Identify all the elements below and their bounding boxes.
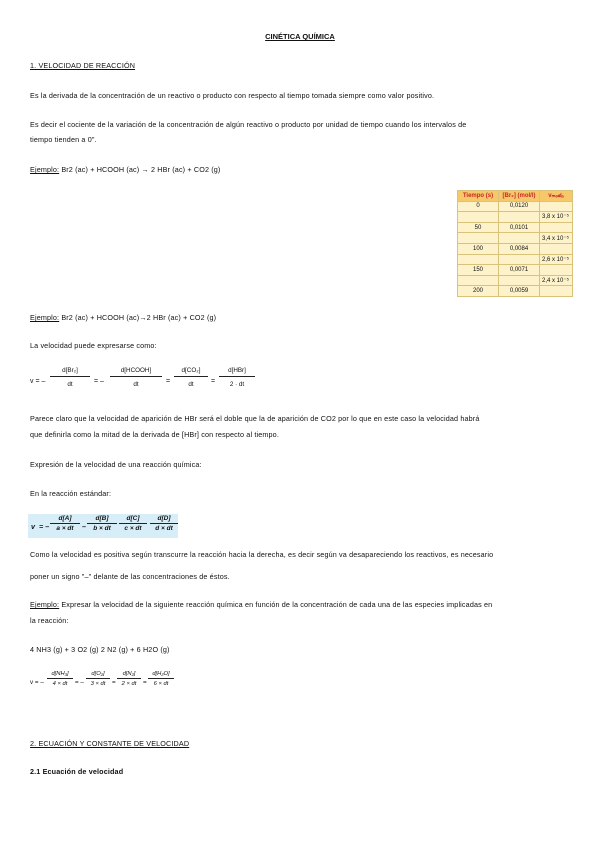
cell-rate: 2,4 x 10⁻⁵ bbox=[540, 275, 573, 286]
example-instruction: Expresar la velocidad de la siguiente reacción química en función de la concentración de cada una de las especies implicadas en bbox=[59, 600, 493, 609]
cell-rate bbox=[540, 201, 573, 212]
table-header-time: Tiempo (s) bbox=[458, 191, 499, 202]
fraction-numerator: d[NH₃] bbox=[47, 671, 73, 679]
rate-symbol: v bbox=[31, 522, 35, 531]
table-row bbox=[458, 275, 573, 286]
operator: = bbox=[166, 378, 171, 385]
standard-reaction-label: En la reacción estándar: bbox=[30, 489, 112, 498]
cell-concentration: 0,0071 bbox=[499, 265, 540, 276]
fraction-numerator: d[Br₂] bbox=[50, 367, 90, 377]
example-3-line-1 bbox=[30, 601, 575, 610]
table-row bbox=[458, 233, 573, 244]
fraction-b bbox=[87, 515, 117, 532]
fraction-denominator: 4 × dt bbox=[52, 681, 68, 687]
cell-rate: 3,8 x 10⁻⁵ bbox=[540, 212, 573, 223]
fraction-h2o bbox=[148, 671, 174, 687]
fraction-denominator: 2 · dt bbox=[229, 381, 245, 388]
fraction-denominator: c × dt bbox=[124, 525, 142, 532]
table-row bbox=[458, 212, 573, 223]
fraction-numerator: d[H₂O] bbox=[148, 671, 174, 679]
fraction-co2 bbox=[174, 367, 208, 388]
table-row bbox=[458, 201, 573, 212]
cell-time bbox=[458, 212, 499, 223]
cell-rate: 3,4 x 10⁻⁵ bbox=[540, 233, 573, 244]
example-label: Ejemplo: bbox=[30, 165, 60, 174]
table-header-rate: vₘₑ𝒹ᵢₐ bbox=[540, 191, 573, 202]
sign-explanation-line-1: Como la velocidad es positiva según transcurre la reacción hacia la derecha, es decir según va desapareciendo los reactivos, es necesario bbox=[30, 550, 494, 559]
rate-prefix: v = – bbox=[30, 378, 46, 385]
cell-time: 0 bbox=[458, 201, 499, 212]
fraction-numerator: d[D] bbox=[150, 515, 178, 524]
fraction-numerator: d[C] bbox=[119, 515, 147, 524]
example-2 bbox=[30, 314, 575, 323]
fraction-denominator: d × dt bbox=[155, 525, 173, 532]
table-row bbox=[458, 265, 573, 276]
concentration-table bbox=[457, 190, 573, 297]
cell-time: 50 bbox=[458, 222, 499, 233]
fraction-numerator: d[HBr] bbox=[219, 367, 255, 377]
operator: = – bbox=[39, 522, 50, 531]
fraction-o2 bbox=[86, 671, 110, 687]
fraction-denominator: 3 × dt bbox=[90, 681, 106, 687]
cell-time: 200 bbox=[458, 286, 499, 297]
cell-time bbox=[458, 254, 499, 265]
fraction-numerator: d[CO₂] bbox=[174, 367, 208, 377]
ammonia-reaction: 4 NH3 (g) + 3 O2 (g) 2 N2 (g) + 6 H2O (g) bbox=[30, 645, 170, 654]
cell-concentration: 0,0101 bbox=[499, 222, 540, 233]
explanation-line-2: tiempo tienden a 0". bbox=[30, 135, 97, 144]
example-label: Ejemplo: bbox=[30, 600, 60, 609]
fraction-numerator: d[N₂] bbox=[117, 671, 141, 679]
cell-rate bbox=[540, 222, 573, 233]
rate-intro: La velocidad puede expresarse como: bbox=[30, 341, 157, 350]
sign-explanation-line-2: poner un signo "–" delante de las concentraciones de éstos. bbox=[30, 572, 230, 581]
operator: = bbox=[112, 679, 116, 686]
fraction-denominator: b × dt bbox=[93, 525, 111, 532]
section-heading-1: 1. VELOCIDAD DE REACCIÓN bbox=[30, 61, 136, 70]
fraction-d bbox=[150, 515, 178, 532]
cell-concentration bbox=[499, 212, 540, 223]
cell-time: 100 bbox=[458, 243, 499, 254]
cell-time bbox=[458, 275, 499, 286]
section-heading-2: 2. ECUACIÓN Y CONSTANTE DE VELOCIDAD bbox=[30, 739, 190, 748]
fraction-n2 bbox=[117, 671, 141, 687]
subsection-heading: 2.1 Ecuación de velocidad bbox=[30, 767, 124, 776]
operator: – bbox=[82, 522, 86, 531]
fraction-numerator: d[A] bbox=[50, 515, 80, 524]
example-reaction: Br2 (ac) + HCOOH (ac)→2 HBr (ac) + CO2 (g) bbox=[59, 313, 217, 322]
standard-rate-equation bbox=[28, 514, 178, 538]
definition-paragraph: Es la derivada de la concentración de un reactivo o producto con respecto al tiempo tomada siempre como valor positivo. bbox=[30, 91, 435, 100]
hbr-explanation-line-1: Parece claro que la velocidad de aparición de HBr será el doble que la de aparición de CO2 por lo que en este caso la velocidad habrá bbox=[30, 414, 480, 423]
fraction-denominator: dt bbox=[188, 381, 194, 388]
cell-concentration: 0,0120 bbox=[499, 201, 540, 212]
operator: = bbox=[211, 378, 216, 385]
page-title: CINÉTICA QUÍMICA bbox=[265, 32, 335, 41]
cell-concentration bbox=[499, 233, 540, 244]
cell-rate bbox=[540, 265, 573, 276]
hbr-explanation-line-2: que definirla como la mitad de la derivada de [HBr] con respecto al tiempo. bbox=[30, 430, 279, 439]
fraction-denominator: dt bbox=[133, 381, 139, 388]
cell-rate bbox=[540, 286, 573, 297]
fraction-nh3 bbox=[47, 671, 73, 687]
table-row bbox=[458, 286, 573, 297]
cell-concentration bbox=[499, 254, 540, 265]
fraction-hbr bbox=[219, 367, 255, 388]
cell-concentration: 0,0084 bbox=[499, 243, 540, 254]
fraction-a bbox=[50, 515, 80, 532]
fraction-hcooh bbox=[110, 367, 162, 388]
table-row bbox=[458, 254, 573, 265]
fraction-numerator: d[HCOOH] bbox=[110, 367, 162, 377]
example-1 bbox=[30, 166, 575, 175]
table-row bbox=[458, 222, 573, 233]
expression-heading: Expresión de la velocidad de una reacción química: bbox=[30, 460, 202, 469]
fraction-numerator: d[O₂] bbox=[86, 671, 110, 679]
example-reaction: Br2 (ac) + HCOOH (ac) → 2 HBr (ac) + CO2 (g) bbox=[59, 165, 221, 174]
operator: = – bbox=[75, 679, 84, 686]
operator: = bbox=[143, 679, 147, 686]
fraction-denominator: a × dt bbox=[56, 525, 74, 532]
example-3-line-2: la reacción: bbox=[30, 616, 69, 625]
cell-concentration bbox=[499, 275, 540, 286]
fraction-numerator: d[B] bbox=[87, 515, 117, 524]
fraction-br2 bbox=[50, 367, 90, 388]
cell-rate bbox=[540, 243, 573, 254]
example-label: Ejemplo: bbox=[30, 313, 60, 322]
fraction-c bbox=[119, 515, 147, 532]
table-header-concentration: [Br₂] (mol/l) bbox=[499, 191, 540, 202]
table-row bbox=[458, 243, 573, 254]
fraction-denominator: dt bbox=[67, 381, 73, 388]
operator: = – bbox=[94, 378, 104, 385]
fraction-denominator: 6 × dt bbox=[153, 681, 169, 687]
cell-rate: 2,6 x 10⁻⁵ bbox=[540, 254, 573, 265]
explanation-line-1: Es decir el cociente de la variación de la concentración de algún reactivo o producto por unidad de tiempo cuando los intervalos de bbox=[30, 120, 467, 129]
cell-time bbox=[458, 233, 499, 244]
rate-prefix: v = – bbox=[30, 679, 44, 686]
fraction-denominator: 2 × dt bbox=[121, 681, 137, 687]
cell-concentration: 0,0059 bbox=[499, 286, 540, 297]
cell-time: 150 bbox=[458, 265, 499, 276]
